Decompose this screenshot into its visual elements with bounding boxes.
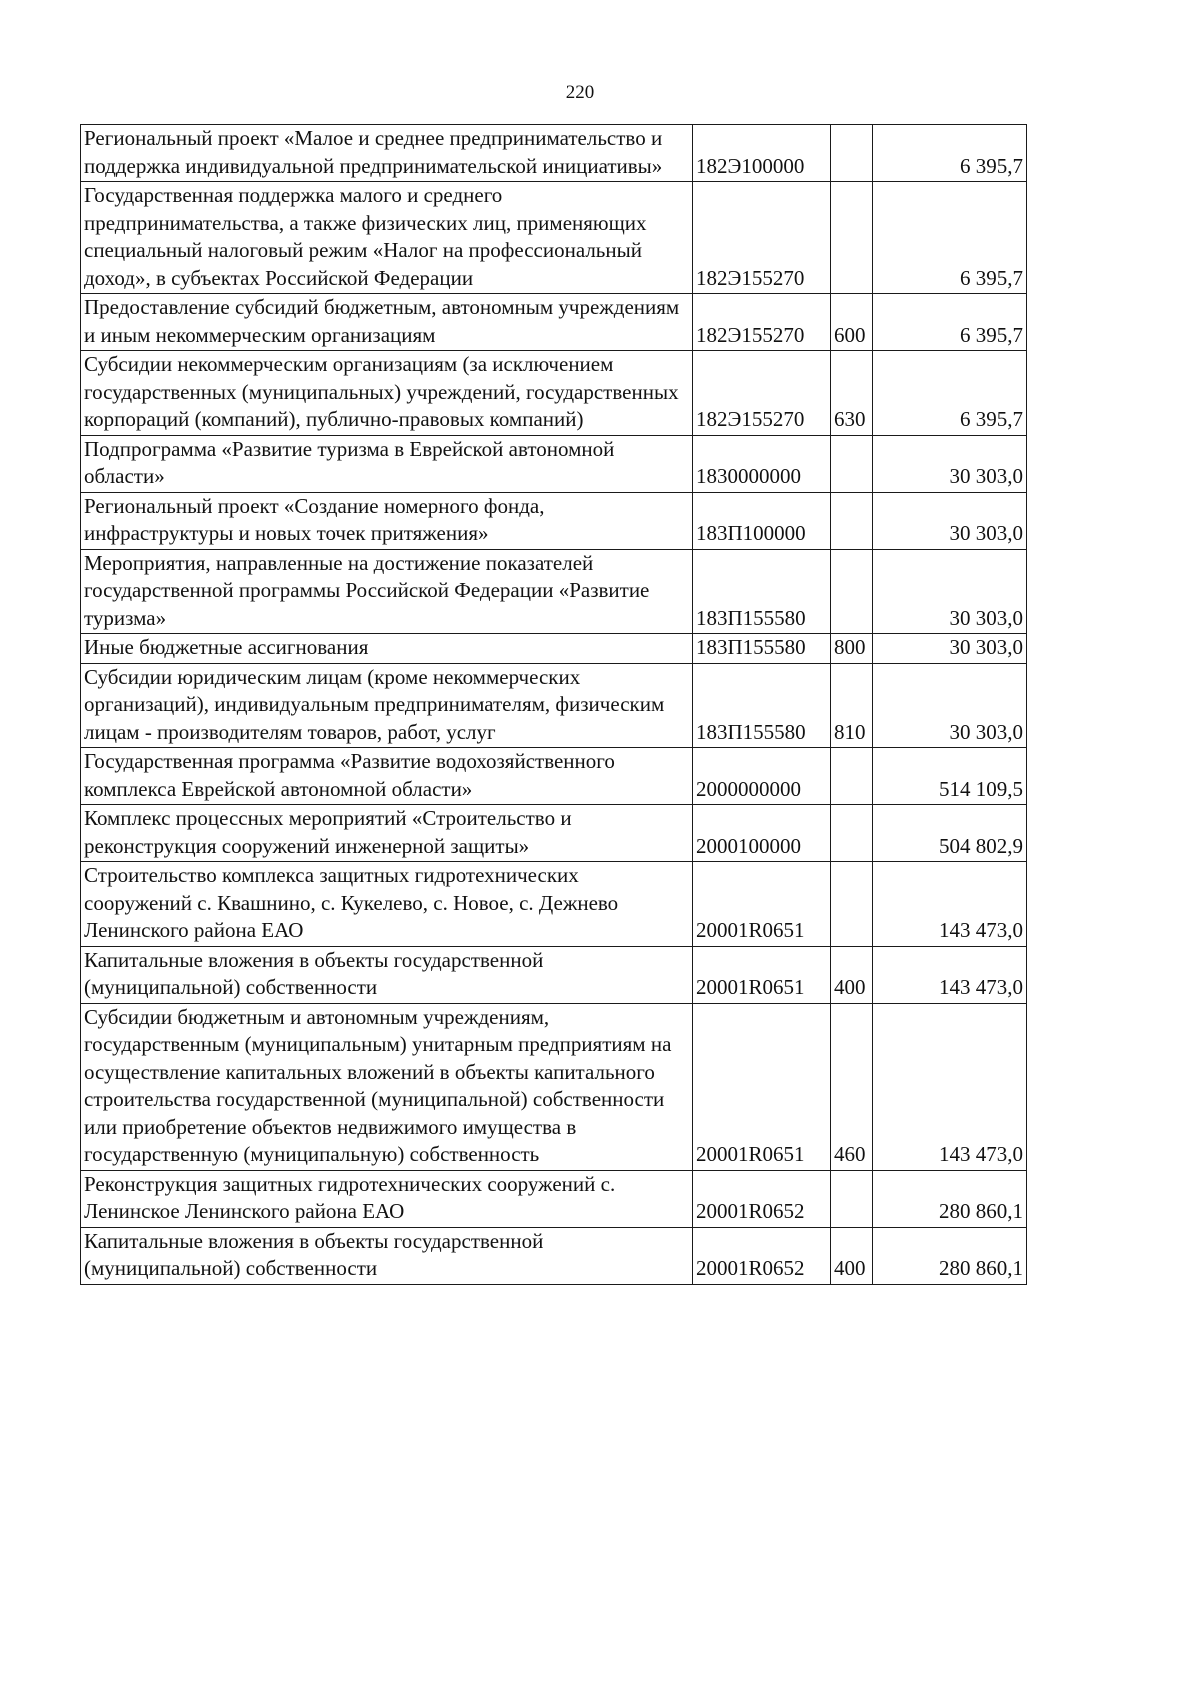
row-sum: 30 303,0 (873, 634, 1027, 664)
row-code: 20001R0651 (693, 1003, 831, 1170)
row-code: 182Э100000 (693, 125, 831, 182)
table-row (81, 663, 1027, 748)
row-name: Государственная программа «Развитие водохозяйственного комплекса Еврейской автономной области» (81, 748, 693, 805)
row-type (831, 492, 873, 549)
table-row (81, 862, 1027, 947)
row-type (831, 805, 873, 862)
row-sum: 30 303,0 (873, 435, 1027, 492)
table-row (81, 805, 1027, 862)
row-type: 800 (831, 634, 873, 664)
row-name: Капитальные вложения в объекты государственной (муниципальной) собственности (81, 1227, 693, 1284)
row-name: Строительство комплекса защитных гидротехнических сооружений с. Квашнино, с. Кукелево, с. Новое, с. Дежнево Ленинского района ЕАО (81, 862, 693, 947)
table-row (81, 435, 1027, 492)
row-type (831, 125, 873, 182)
page-number: 220 (565, 82, 595, 103)
row-sum: 280 860,1 (873, 1227, 1027, 1284)
row-code: 182Э155270 (693, 294, 831, 351)
row-name: Подпрограмма «Развитие туризма в Еврейской автономной области» (81, 435, 693, 492)
row-sum: 30 303,0 (873, 492, 1027, 549)
row-name: Региональный проект «Малое и среднее предпринимательство и поддержка индивидуальной предпринимательской инициативы» (81, 125, 693, 182)
table-row (81, 182, 1027, 294)
row-sum: 143 473,0 (873, 946, 1027, 1003)
row-code: 182Э155270 (693, 182, 831, 294)
row-name: Региональный проект «Создание номерного фонда, инфраструктуры и новых точек притяжения» (81, 492, 693, 549)
row-sum: 280 860,1 (873, 1170, 1027, 1227)
table-row (81, 634, 1027, 664)
row-name: Реконструкция защитных гидротехнических сооружений с. Ленинское Ленинского района ЕАО (81, 1170, 693, 1227)
table-row (81, 549, 1027, 634)
table-row (81, 946, 1027, 1003)
row-sum: 143 473,0 (873, 862, 1027, 947)
table-row (81, 1003, 1027, 1170)
row-code: 20001R0651 (693, 862, 831, 947)
row-type: 400 (831, 946, 873, 1003)
row-sum: 30 303,0 (873, 663, 1027, 748)
row-sum: 143 473,0 (873, 1003, 1027, 1170)
row-name: Субсидии некоммерческим организациям (за исключением государственных (муниципальных) учреждений, государственных корпораций (компаний), публично-правовых компаний) (81, 351, 693, 436)
row-type: 460 (831, 1003, 873, 1170)
row-code: 1830000000 (693, 435, 831, 492)
row-type: 600 (831, 294, 873, 351)
row-type (831, 748, 873, 805)
table-row (81, 1227, 1027, 1284)
row-type (831, 182, 873, 294)
row-code: 183П155580 (693, 663, 831, 748)
row-type: 810 (831, 663, 873, 748)
table-row (81, 125, 1027, 182)
row-name: Субсидии бюджетным и автономным учреждениям, государственным (муниципальным) унитарным предприятиям на осуществление капитальных вложений в объекты капитального строительства государственной (муниципальной) собственности или приобретение объектов недвижимого имущества в государственную (муниципальную) собственность (81, 1003, 693, 1170)
row-sum: 6 395,7 (873, 351, 1027, 436)
row-name: Капитальные вложения в объекты государственной (муниципальной) собственности (81, 946, 693, 1003)
row-name: Комплекс процессных мероприятий «Строительство и реконструкция сооружений инженерной защиты» (81, 805, 693, 862)
row-name: Субсидии юридическим лицам (кроме некоммерческих организаций), индивидуальным предпринимателям, физическим лицам - производителям товаров, работ, услуг (81, 663, 693, 748)
row-type: 400 (831, 1227, 873, 1284)
row-sum: 6 395,7 (873, 125, 1027, 182)
row-sum: 514 109,5 (873, 748, 1027, 805)
row-sum: 30 303,0 (873, 549, 1027, 634)
row-code: 183П100000 (693, 492, 831, 549)
row-sum: 6 395,7 (873, 294, 1027, 351)
row-name: Предоставление субсидий бюджетным, автономным учреждениям и иным некоммерческим организациям (81, 294, 693, 351)
row-code: 183П155580 (693, 634, 831, 664)
row-code: 2000100000 (693, 805, 831, 862)
row-type (831, 435, 873, 492)
table-row (81, 294, 1027, 351)
row-code: 2000000000 (693, 748, 831, 805)
table-row (81, 748, 1027, 805)
row-code: 182Э155270 (693, 351, 831, 436)
row-code: 20001R0652 (693, 1170, 831, 1227)
table-row (81, 1170, 1027, 1227)
row-type: 630 (831, 351, 873, 436)
table-row (81, 492, 1027, 549)
row-name: Государственная поддержка малого и среднего предпринимательства, а также физических лиц, применяющих специальный налоговый режим «Налог на профессиональный доход», в субъектах Российской Федерации (81, 182, 693, 294)
row-type (831, 1170, 873, 1227)
row-code: 183П155580 (693, 549, 831, 634)
row-sum: 504 802,9 (873, 805, 1027, 862)
budget-table (80, 124, 1027, 1285)
row-name: Мероприятия, направленные на достижение показателей государственной программы Российской Федерации «Развитие туризма» (81, 549, 693, 634)
table-row (81, 351, 1027, 436)
row-name: Иные бюджетные ассигнования (81, 634, 693, 664)
row-type (831, 862, 873, 947)
row-code: 20001R0651 (693, 946, 831, 1003)
row-sum: 6 395,7 (873, 182, 1027, 294)
row-type (831, 549, 873, 634)
row-code: 20001R0652 (693, 1227, 831, 1284)
